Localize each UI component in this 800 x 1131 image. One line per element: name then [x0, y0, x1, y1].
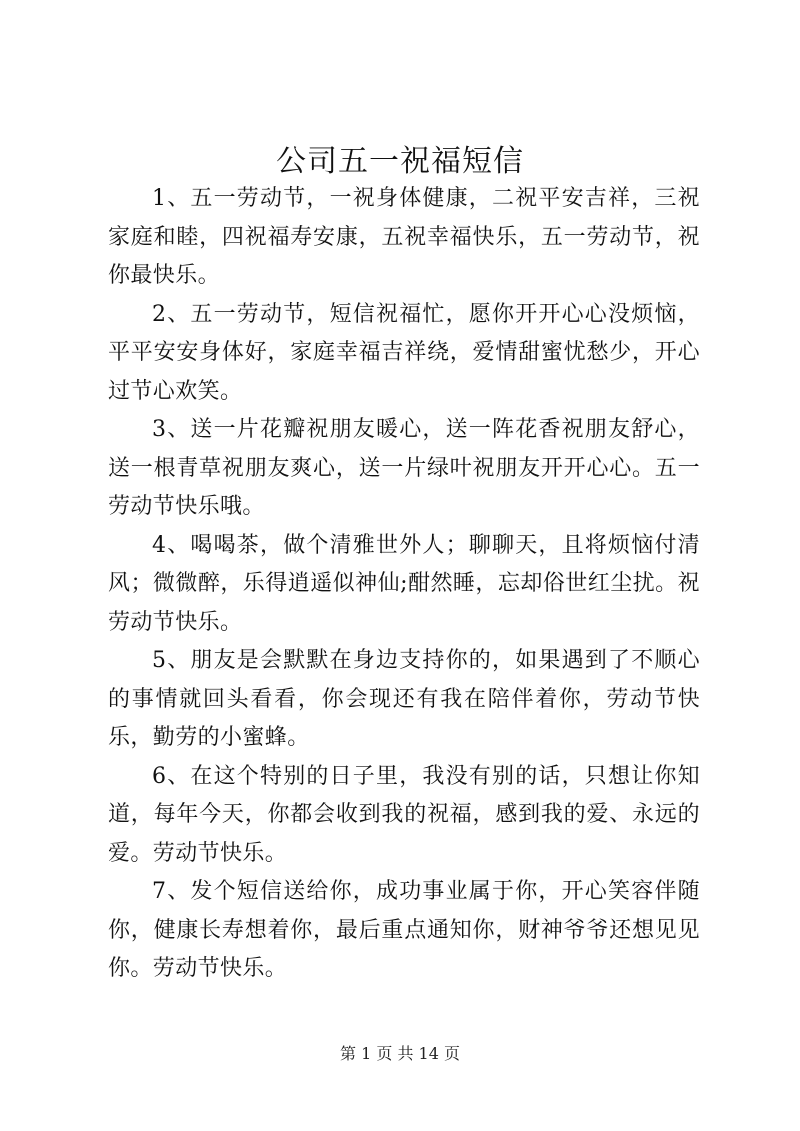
paragraph-2: 2、五一劳动节，短信祝福忙，愿你开开心心没烦恼，平平安安身体好，家庭幸福吉祥绕，爱情甜蜜忧愁少，开心过节心欢笑。: [108, 301, 700, 404]
page-footer: 第 1 页 共 14 页: [340, 1044, 460, 1063]
paragraph-5: 5、朋友是会默默在身边支持你的，如果遇到了不顺心的事情就回头看看，你会现还有我在陪伴着你，劳动节快乐，勤劳的小蜜蜂。: [108, 648, 700, 750]
paragraph-7: 7、发个短信送给你，成功事业属于你，开心笑容伴随你，健康长寿想着你，最后重点通知你，财神爷爷还想见见你。劳动节快乐。: [108, 879, 700, 981]
paragraph-1: 1、五一劳动节，一祝身体健康，二祝平安吉祥，三祝家庭和睦，四祝福寿安康，五祝幸福快乐，五一劳动节，祝你最快乐。: [108, 186, 700, 288]
paragraph-6: 6、在这个特别的日子里，我没有别的话，只想让你知道，每年今天，你都会收到我的祝福，感到我的爱、永远的爱。劳动节快乐。: [108, 763, 700, 866]
paragraph-4: 4、喝喝茶，做个清雅世外人；聊聊天，且将烦恼付清风；微微醉，乐得逍遥似神仙;酣然睡，忘却俗世红尘扰。祝劳动节快乐。: [108, 532, 700, 635]
document-body: [108, 180, 700, 989]
document-title: 公司五一祝福短信: [276, 144, 524, 179]
paragraph-3: 3、送一片花瓣祝朋友暖心，送一阵花香祝朋友舒心，送一根青草祝朋友爽心，送一片绿叶祝朋友开开心心。五一劳动节快乐哦。: [108, 417, 700, 519]
